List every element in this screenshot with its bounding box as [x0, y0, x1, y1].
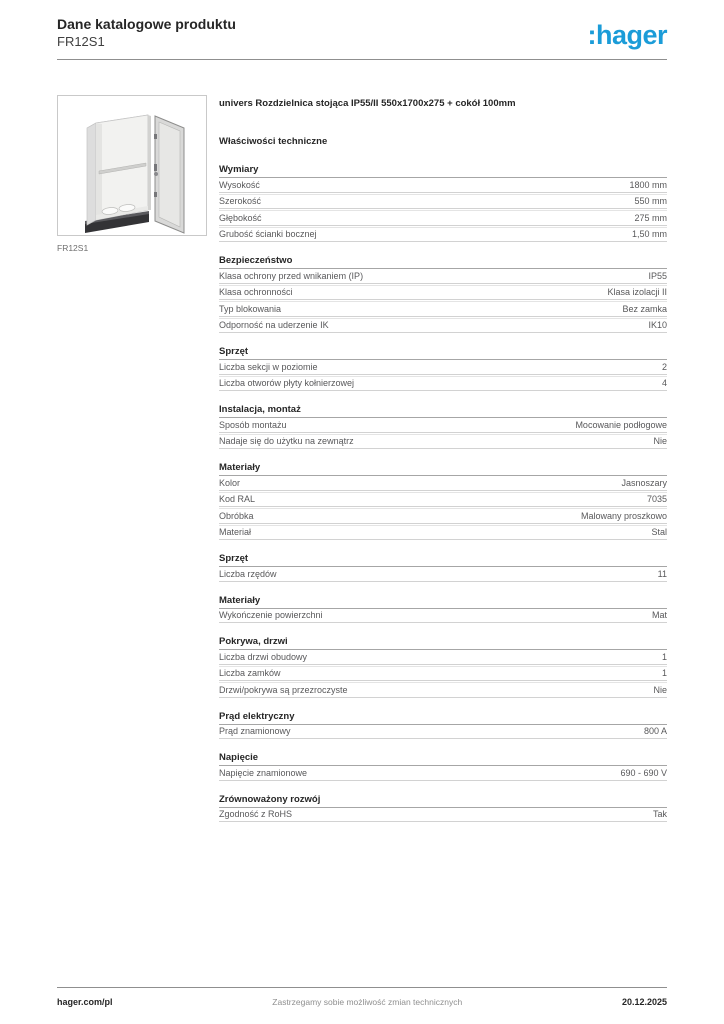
spec-label: Drzwi/pokrywa są przezroczyste — [219, 684, 348, 695]
header-divider — [57, 59, 667, 60]
footer-disclaimer: Zastrzegamy sobie możliwość zmian technicznych — [272, 997, 463, 1007]
spec-section — [219, 711, 667, 740]
spec-row — [219, 194, 667, 210]
product-image-column — [57, 95, 207, 835]
product-title: univers Rozdzielnica stojąca IP55/II 550x1700x275 + cokół 100mm — [219, 98, 516, 110]
spec-label: Liczba rzędów — [219, 568, 277, 579]
spec-column — [219, 95, 667, 835]
spec-section-title: Sprzęt — [219, 553, 667, 567]
footer-website-link[interactable]: hager.com/pl — [57, 997, 113, 1007]
spec-label: Kod RAL — [219, 494, 256, 505]
spec-section — [219, 752, 667, 781]
footer-date: 20.12.2025 — [621, 997, 667, 1007]
enclosure-illustration — [58, 96, 206, 235]
document-title: Dane katalogowe produktu — [57, 16, 236, 32]
spec-label: Obróbka — [219, 510, 254, 521]
spec-row — [219, 492, 667, 508]
spec-section-title: Napięcie — [219, 752, 667, 766]
spec-row — [219, 269, 667, 284]
spec-section — [219, 794, 667, 823]
spec-value: IK10 — [648, 320, 667, 331]
spec-row — [219, 766, 667, 781]
spec-label: Wykończenie powierzchni — [219, 610, 323, 621]
spec-label: Typ blokowania — [219, 303, 282, 314]
spec-value: Mocowanie podłogowe — [575, 419, 667, 430]
spec-row — [219, 508, 667, 524]
spec-label: Materiał — [219, 527, 252, 538]
header-title-block — [57, 16, 236, 50]
page-footer — [57, 987, 667, 1007]
spec-row — [219, 360, 667, 375]
spec-section — [219, 636, 667, 698]
spec-label: Prąd znamionowy — [219, 726, 291, 737]
spec-label: Odporność na uderzenie IK — [219, 320, 329, 331]
spec-label: Liczba sekcji w poziomie — [219, 361, 318, 372]
spec-value: Tak — [652, 809, 667, 820]
spec-row — [219, 725, 667, 740]
spec-section — [219, 346, 667, 391]
spec-row — [219, 650, 667, 665]
hager-logo: :hager — [587, 20, 667, 50]
spec-value: Klasa izolacji II — [607, 287, 667, 298]
spec-row — [219, 666, 667, 682]
spec-label: Nadaje się do użytku na zewnątrz — [219, 436, 354, 447]
spec-section — [219, 553, 667, 582]
spec-section-title: Zrównoważony rozwój — [219, 794, 667, 808]
main-content — [0, 95, 724, 835]
spec-row — [219, 682, 667, 698]
spec-value: 1 — [661, 668, 667, 679]
spec-row — [219, 285, 667, 301]
spec-label: Szerokość — [219, 196, 262, 207]
spec-row — [219, 227, 667, 243]
spec-value: Nie — [653, 436, 667, 447]
spec-value: Stal — [651, 527, 667, 538]
spec-section-title: Bezpieczeństwo — [219, 255, 667, 269]
spec-section — [219, 462, 667, 540]
spec-label: Grubość ścianki bocznej — [219, 229, 317, 240]
spec-label: Wysokość — [219, 179, 260, 190]
product-reference: FR12S1 — [57, 33, 105, 49]
spec-label: Klasa ochrony przed wnikaniem (IP) — [219, 270, 364, 281]
spec-section — [219, 255, 667, 333]
spec-label: Liczba drzwi obudowy — [219, 651, 308, 662]
spec-value: 1,50 mm — [631, 229, 667, 240]
spec-value: 1800 mm — [629, 179, 667, 190]
spec-row — [219, 476, 667, 491]
spec-row — [219, 301, 667, 317]
technical-properties-heading: Właściwości techniczne — [219, 136, 328, 148]
spec-label: Napięcie znamionowe — [219, 767, 308, 778]
spec-value: Jasnoszary — [621, 477, 667, 488]
spec-row — [219, 567, 667, 582]
spec-value: 800 A — [643, 726, 667, 737]
spec-section-title: Prąd elektryczny — [219, 711, 667, 725]
spec-value: 550 mm — [634, 196, 667, 207]
spec-value: Malowany proszkowo — [580, 510, 667, 521]
spec-row — [219, 609, 667, 624]
spec-sections — [219, 164, 667, 822]
spec-value: 7035 — [646, 494, 667, 505]
spec-value: Bez zamka — [622, 303, 667, 314]
spec-row — [219, 376, 667, 392]
spec-row — [219, 525, 667, 541]
spec-label: Głębokość — [219, 212, 262, 223]
page-header — [0, 0, 724, 50]
spec-row — [219, 418, 667, 433]
spec-row — [219, 318, 667, 334]
spec-value: 275 mm — [634, 212, 667, 223]
spec-row — [219, 434, 667, 450]
spec-label: Sposób montażu — [219, 419, 287, 430]
spec-section — [219, 164, 667, 242]
spec-value: IP55 — [648, 270, 667, 281]
spec-row — [219, 178, 667, 193]
spec-value: 4 — [661, 378, 667, 389]
spec-label: Liczba zamków — [219, 668, 281, 679]
spec-label: Liczba otworów płyty kołnierzowej — [219, 378, 355, 389]
spec-section-title: Sprzęt — [219, 346, 667, 360]
spec-section — [219, 404, 667, 449]
spec-section-title: Materiały — [219, 595, 667, 609]
spec-label: Kolor — [219, 477, 241, 488]
spec-value: 11 — [657, 568, 667, 579]
spec-section-title: Materiały — [219, 462, 667, 476]
spec-section-title: Wymiary — [219, 164, 667, 178]
spec-label: Klasa ochronności — [219, 287, 293, 298]
product-image-caption: FR12S1 — [57, 243, 89, 254]
spec-value: Nie — [653, 684, 667, 695]
spec-value: Mat — [651, 610, 667, 621]
spec-value: 690 - 690 V — [620, 767, 667, 778]
spec-section-title: Pokrywa, drzwi — [219, 636, 667, 650]
spec-value: 2 — [661, 361, 667, 372]
product-image — [57, 95, 207, 236]
spec-row — [219, 210, 667, 226]
spec-section-title: Instalacja, montaż — [219, 404, 667, 418]
spec-value: 1 — [661, 651, 667, 662]
spec-row — [219, 808, 667, 823]
spec-label: Zgodność z RoHS — [219, 809, 293, 820]
spec-section — [219, 595, 667, 624]
